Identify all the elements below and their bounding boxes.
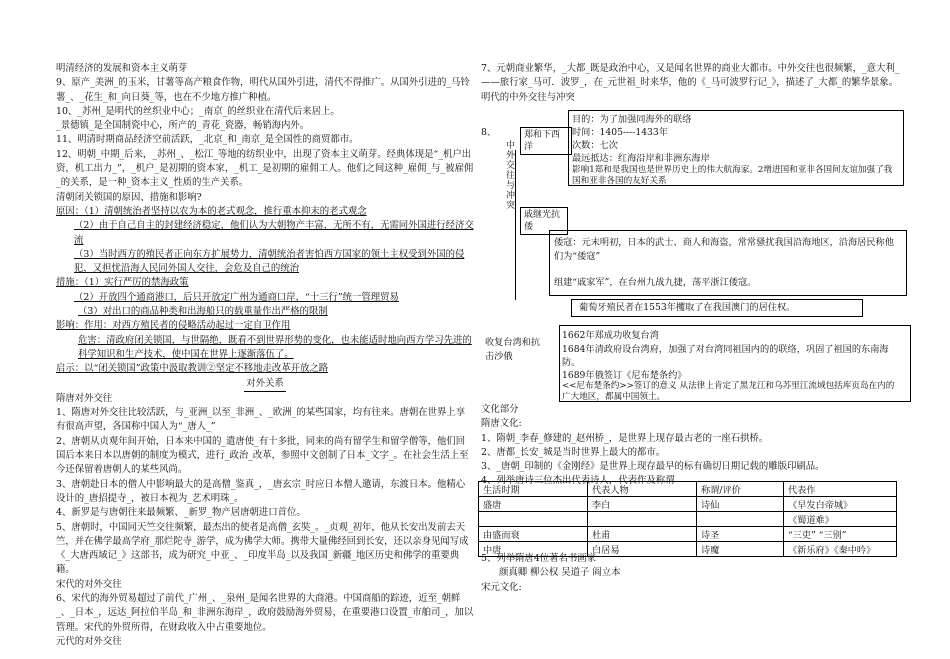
closure-question: 清朝闭关锁国的原因、措施和影响? xyxy=(56,191,202,203)
impact-harm: 危害：清政府闭关锁国，与世隔绝，既看不到世界形势的变化，也未能适时地向西方学习先进的科学知识和生产技术，使中国在世界上逐渐落伍了。 xyxy=(78,334,472,360)
taiwan-1684: 1684年清政府设台湾府，加强了对台湾同祖国内的的联络，巩固了祖国的东南海防。 xyxy=(562,344,889,368)
section-title: 明清经济的发展和资本主义萌芽 xyxy=(56,63,188,74)
taiwan-label: 收复台湾和抗击沙俄 xyxy=(485,337,541,362)
nerchinsk-1689: 1689年俄签订《尼布楚条约》 xyxy=(562,370,687,381)
table-cell: 中唐 xyxy=(479,542,588,557)
paragraph-12: 12、明朝_中期_后来，_苏州_、_松江_等地的纺织业中，出现了资本主义萌芽。经典体现是“_机户出资，机工出力_”，_机户_是初期的资本家，_机工_是初期的雇佣工人。他们之间这种_雇佣_与_被雇佣_的关系，是一种_资本主义_性质的生产关系。 xyxy=(56,148,474,189)
vertical-label: 中外交往与冲突 xyxy=(504,140,514,210)
table-cell: 盛唐 xyxy=(479,497,588,512)
table-header: 生活时期 xyxy=(479,482,588,497)
culture-section xyxy=(481,403,911,489)
measure-3: （3）对出口的商品种类和出海船只的载重量作出严格的限制 xyxy=(78,306,328,318)
table-cell: 《新乐府》《秦中吟》 xyxy=(784,542,897,557)
left-column xyxy=(56,62,474,649)
table-header: 代表作 xyxy=(784,482,897,497)
table-cell: “三吏” “三别” xyxy=(784,527,897,542)
wokou-definition: 倭寇：元末明初，日本的武士、商人和海盗，常常骚扰我国沿海地区，沿海居民称他们为“倭寇” xyxy=(554,237,894,262)
sui-tang-heading: 隋唐对外交往 xyxy=(56,392,113,404)
yuan-heading: 元代的对外交往 xyxy=(56,635,122,647)
table-cell: 诗圣 xyxy=(697,527,784,542)
zheng-farthest: 最远抵达：红海沿岸和非洲东海岸 xyxy=(572,153,710,164)
table-cell xyxy=(588,512,697,527)
nerchinsk-significance: <<尼布楚条约>>签订的意义 从法律上肯定了黑龙江和乌苏里江流域包括库页岛在内的广大地区，都属中国领土。 xyxy=(562,381,895,402)
table-header: 称谓/评价 xyxy=(697,482,784,497)
zheng-count: 次数：七次 xyxy=(572,140,618,151)
measure-2: （2）开放四个通商港口，后只开放定广州为通商口岸，“十三行”统一管理贸易 xyxy=(74,291,399,303)
table-header-row xyxy=(479,482,897,497)
lesson: 启示：以“闭关锁国”政策中汲取教训②坚定不移地走改革开放之路 xyxy=(56,363,329,375)
poets-table xyxy=(478,481,897,557)
culture-item-4: 4、列举唐诗三位杰出代表诗人，代表作及称谓 xyxy=(481,475,675,487)
table-cell: 杜甫 xyxy=(588,527,697,542)
qi-jiguang-label: 戚继光抗倭 xyxy=(520,207,568,235)
culture-item-2: 2、唐都_长安_城是当时世界上最大的都市。 xyxy=(481,446,666,458)
paragraph-porcelain: _景德镇_是全国制瓷中心，所产的_青花_瓷器，畅销海内外。 xyxy=(56,120,310,132)
zheng-impact: 影响1郑和是我国也是世界历史上的伟大航海家。2增进国和亚非各国间友谊加强了我国和亚非各国的友好关系 xyxy=(572,165,893,186)
table-row xyxy=(479,497,897,512)
table-cell: 李白 xyxy=(588,497,697,512)
tang-item-5: 5、唐朝时，中国同天竺交往频繁，最杰出的使者是高僧_玄奘_。_贞观_初年，他从长安出发前去天竺，并在佛学最高学府_那烂陀寺_游学，成为佛学大师。携带大量佛经回到长安，还以亲身见闻写成《_大唐西域记_》这部书，成为研究_中亚_、_印度半岛_以及我国_新疆_地区历史和佛学的重要典籍。 xyxy=(56,521,469,576)
tang-item-4: 4、新罗是与唐朝往来最频繁、_新罗_物产居唐朝进口首位。 xyxy=(56,507,306,519)
calligraphers-question: 5、列举隋唐4位著名书画家 xyxy=(481,553,597,564)
paragraph-9: 9、原产_美洲_的玉米，甘薯等高产粮食作物，明代从国外引进，清代不得推广。从国外引进的_马铃薯_、_花生_和_向日葵_等，也在不少地方推广种植。 xyxy=(56,77,470,103)
reason-2: （2）由于自己自主的封建经济稳定，他们认为大朝物产丰富，无所不有，无需同外国进行经济交流 xyxy=(74,220,474,246)
calligraphers-list: 颜真卿 柳公权 吴道子 阎立本 xyxy=(499,567,621,579)
table-cell xyxy=(479,512,588,527)
table-cell xyxy=(697,512,784,527)
table-row xyxy=(479,527,897,542)
culture-item-3: 3、_唐朝_印制的《金刚经》是世界上现存最早的标有确切日期记载的雕版印刷品。 xyxy=(481,461,825,473)
ming-heading: 明代的中外交往与冲突 xyxy=(481,91,575,103)
impact-effect: 影响：作用：对西方殖民者的侵略活动起过一定自卫作用 xyxy=(56,320,291,332)
table-cell: 《早发白帝城》 xyxy=(784,497,897,512)
table-cell: 《蜀道难》 xyxy=(784,512,897,527)
culture-item-1: 1、隋朝_李春_修建的_赵州桥_，是世界上现存最古老的一座石拱桥。 xyxy=(481,432,769,444)
table-row xyxy=(479,512,897,527)
qi-army: 组建“戚家军”，在台州九战九捷，荡平浙江倭寇。 xyxy=(554,277,757,288)
portugal-text: 葡萄牙殖民者在1553年攫取了在我国澳门的居住权。 xyxy=(579,302,796,313)
culture-heading: 文化部分 xyxy=(481,404,519,415)
connector-line xyxy=(515,150,516,300)
table-header: 代表人物 xyxy=(588,482,697,497)
item-8-number: 8、 xyxy=(481,127,497,138)
song-item-6: 6、宋代的海外贸易超过了前代_广州_、_泉州_是闻名世界的大商港。中国商船的踪迹，近至_朝鲜_、_日本_，远达_阿拉伯半岛_和_非洲东海岸_，政府鼓励海外贸易，在重要港口设置_市舶司_，加以管理。宋代的外贸所得，在财政收入中占重要地位。 xyxy=(56,592,474,633)
reason-3: （3）当时西方的殖民者正向东方扩展势力，清朝统治者害怕西方国家的领土主权受到外国的侵犯，又担忧沿海人民同外国人交往，会危及自己的统治 xyxy=(74,248,465,275)
paragraph-7: 7、元朝商业繁华，_大都_既是政治中心，又是闻名世界的商业大都市。中外交往也很频繁，_意大利_——旅行家_马可．波罗_，在_元世祖_时来华，他的《_马可波罗行记_》，描述了_大都_的繁华景象。 xyxy=(481,63,900,89)
table-cell: 白居易 xyxy=(588,542,697,557)
taiwan-1662: 1662年郑成功收复台湾 xyxy=(562,330,659,341)
paragraph-10: 10、_苏州_是明代的丝织业中心；_南京_的丝织业在清代后来居上。 xyxy=(56,105,340,117)
paragraph-11: 11、明清时期商品经济空前活跃，_北京_和_南京_是全国性的商贸都市。 xyxy=(56,134,359,146)
song-yuan-culture: 宋元文化: xyxy=(481,581,522,593)
table-cell: 诗魔 xyxy=(697,542,784,557)
sui-tang-culture: 隋唐文化: xyxy=(481,418,522,430)
foreign-relations-heading: 对外关系 xyxy=(56,377,474,392)
song-heading: 宋代的对外交往 xyxy=(56,578,122,590)
right-column-top xyxy=(481,62,911,105)
zheng-time: 时间：1405----1433年 xyxy=(572,127,668,138)
table-cell: 诗仙 xyxy=(697,497,784,512)
reason-1: 原因：（1）清朝统治者坚持以农为本的老式观念，推行重本抑末的老式观念 xyxy=(56,205,367,217)
zheng-purpose: 目的：为了加强同海外的联络 xyxy=(572,114,692,125)
tang-item-3: 3、唐朝赴日本的僧人中影响最大的是高僧_鉴真_，_唐玄宗_时应日本僧人邀请，东渡日本。他精心设计的_唐招提寺_，被日本视为_艺术明珠_。 xyxy=(56,478,466,504)
table-cell: 由盛而衰 xyxy=(479,527,588,542)
bottom-section xyxy=(481,552,911,595)
tang-item-2: 2、唐朝从贞观年间开始，日本来中国的_遣唐使_有十多批，同来的尚有留学生和留学僧等，他们回国后本来日本以唐朝的制度为模式，进行_政治_改革，参照中文创制了日本_文字_。在社会生活上至今还保留着唐朝人的某些风尚。 xyxy=(56,435,469,476)
zheng-he-label: 郑和下西洋 xyxy=(520,127,572,155)
tang-item-1: 1、隋唐对外交往比较活跃，与_亚洲_以至_非洲_、_欧洲_的某些国家，均有往来。唐朝在世界上享有很高声望，各国称中国人为“_唐人_” xyxy=(56,407,466,433)
measure-1: 措施：（1）实行严厉的禁海政策 xyxy=(56,277,189,289)
